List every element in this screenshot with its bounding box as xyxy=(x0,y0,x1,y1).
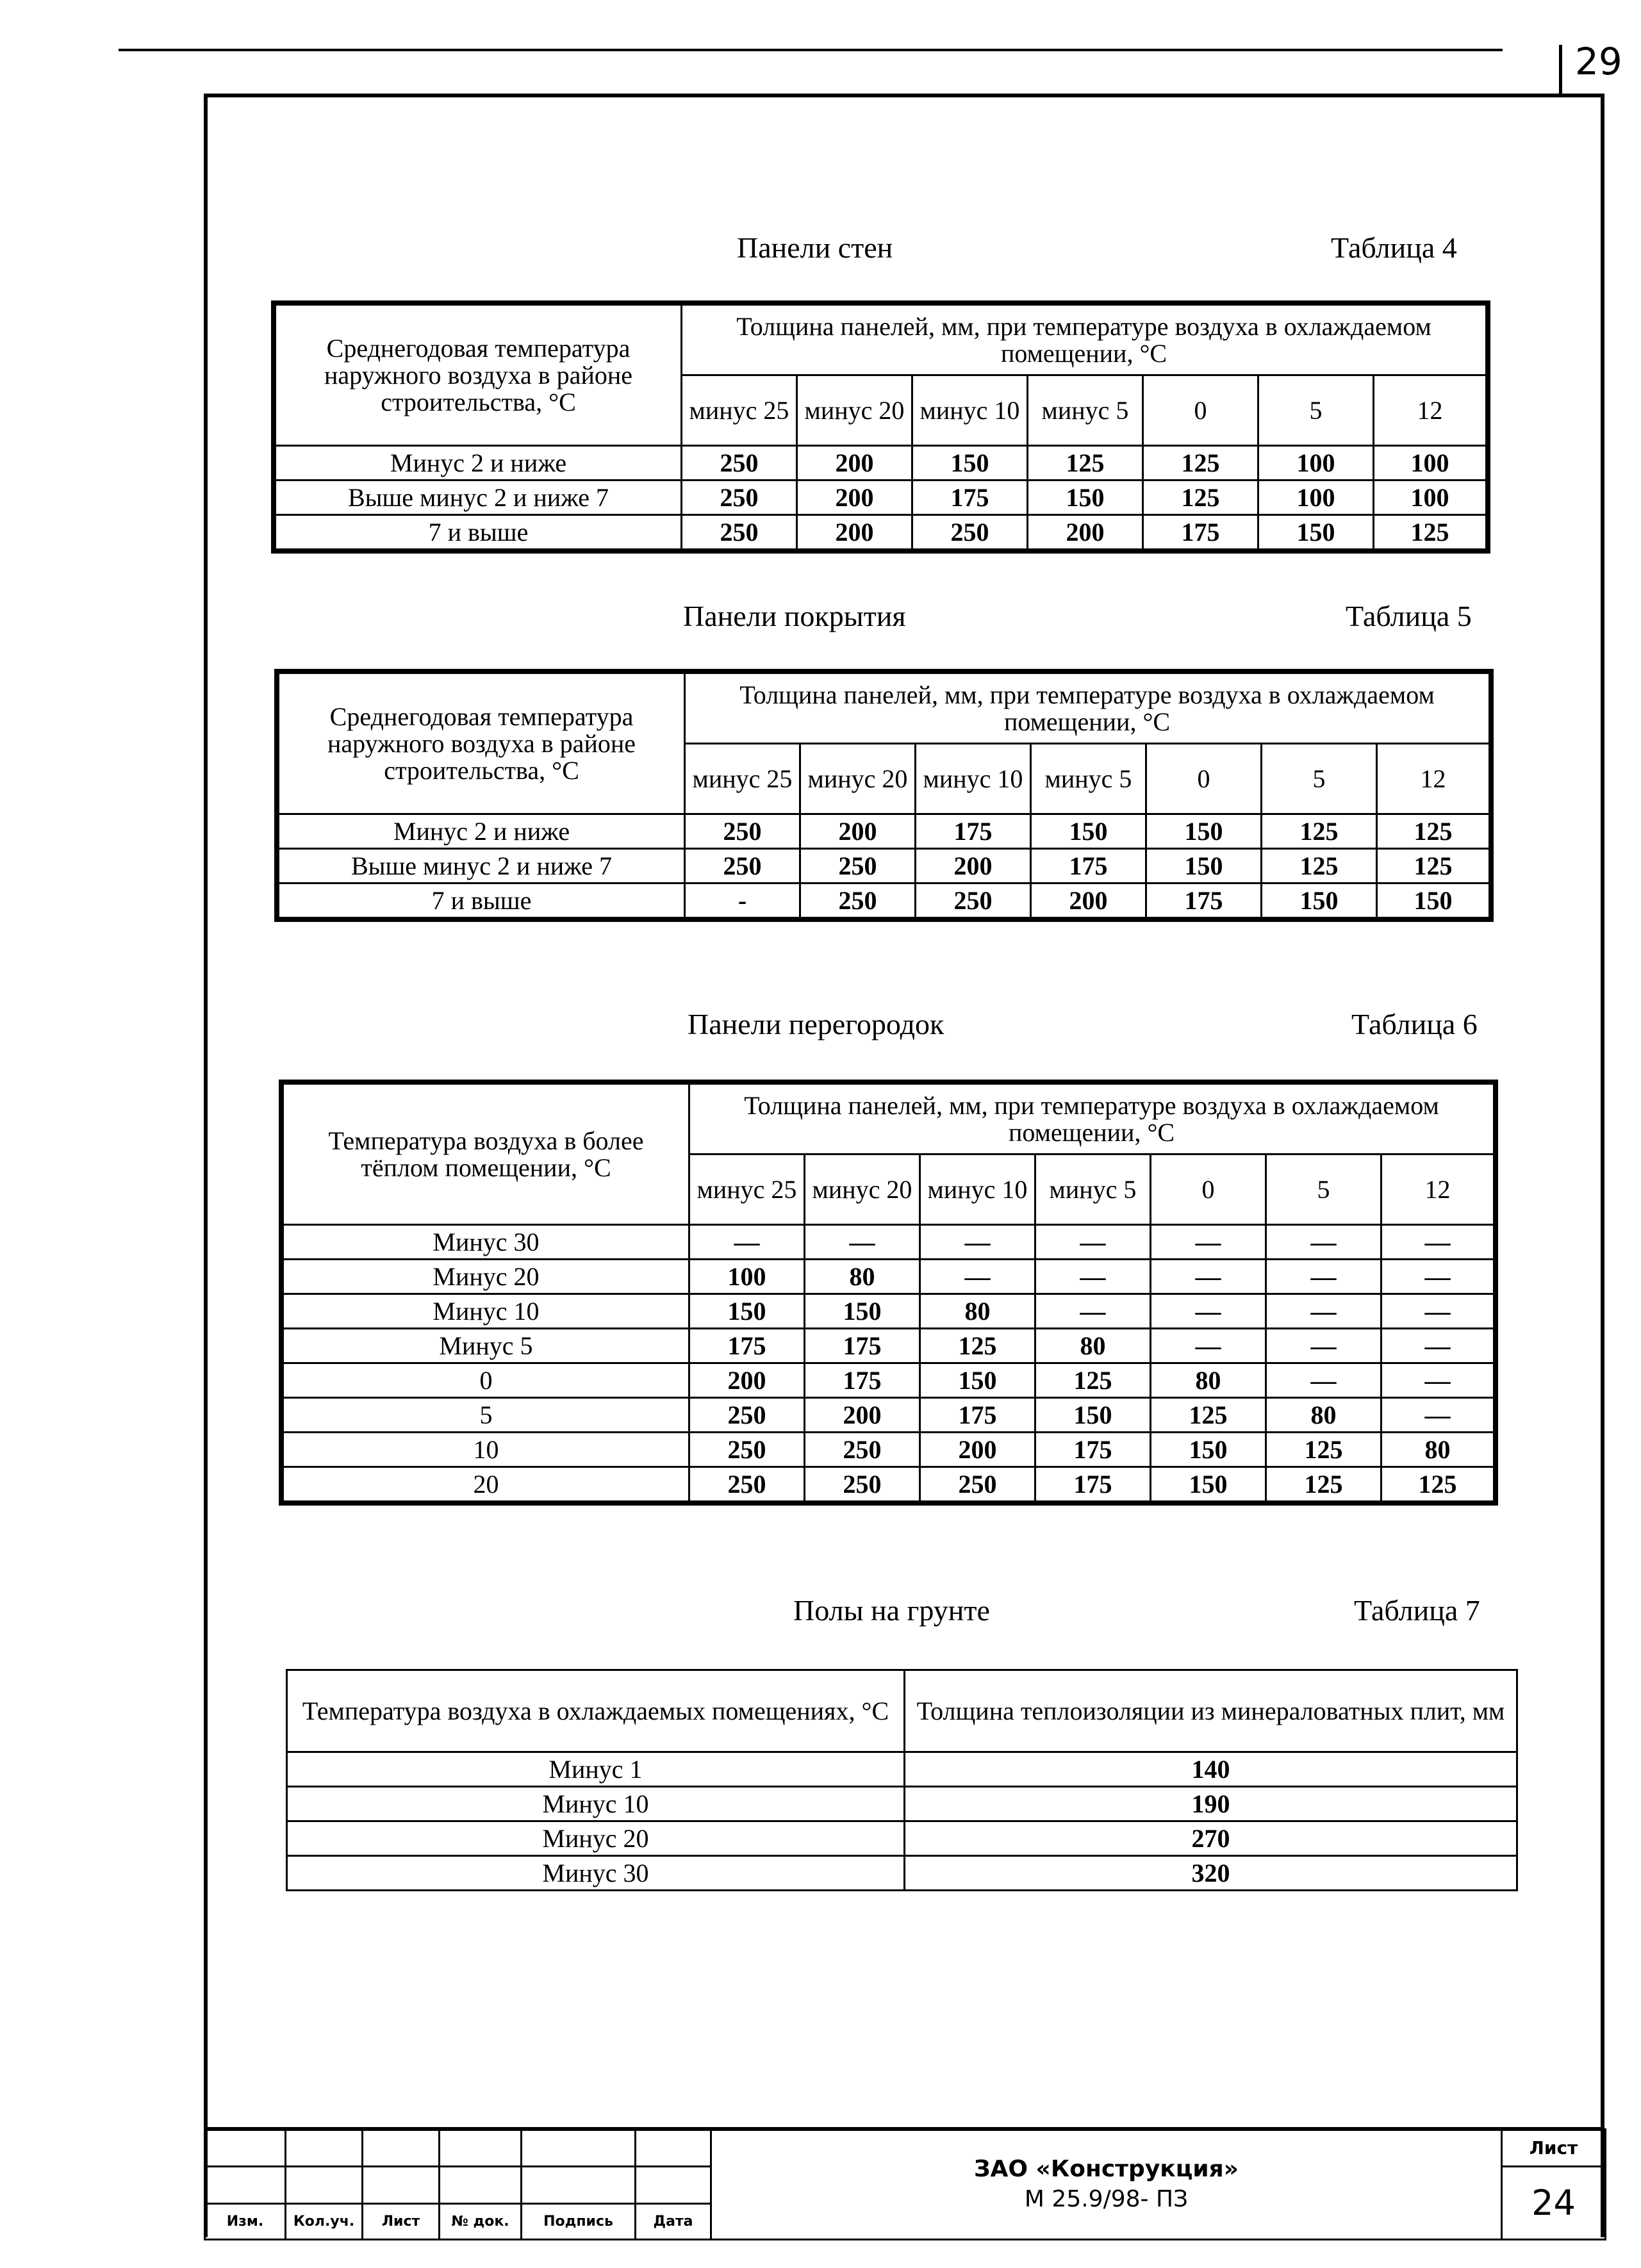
document-code: М 25.9/98- ПЗ xyxy=(1024,2185,1189,2212)
cell-value: 150 xyxy=(1377,883,1490,918)
cell-value: 80 xyxy=(920,1294,1035,1329)
table5-col-header: 0 xyxy=(1146,744,1262,814)
cell-value: — xyxy=(805,1225,920,1260)
cell-value: — xyxy=(1381,1363,1494,1398)
cell-value: 125 xyxy=(1377,849,1490,883)
cell-value: 150 xyxy=(920,1363,1035,1398)
table4 xyxy=(274,304,1487,550)
stamp-cell xyxy=(522,2130,636,2167)
cell-value: — xyxy=(1381,1294,1494,1329)
cell-value: 80 xyxy=(1266,1398,1381,1433)
stamp-label-date: Дата xyxy=(636,2204,711,2240)
cell-value: 175 xyxy=(805,1329,920,1363)
cell-value: 150 xyxy=(912,446,1028,481)
table5-title: Панели покрытия xyxy=(683,600,906,632)
table-row xyxy=(287,1821,1517,1856)
row-label: Минус 30 xyxy=(287,1856,905,1891)
table5-row-header: Среднегодовая температура наружного воздуха в районе строительства, °С xyxy=(279,673,685,814)
cell-value: 250 xyxy=(685,814,800,849)
stamp-label-signature: Подпись xyxy=(522,2204,636,2240)
cell-value: 250 xyxy=(682,446,797,481)
table5-label: Таблица 5 xyxy=(1346,600,1472,632)
table7-col1-header: Температура воздуха в охлаждаемых помещениях, °С xyxy=(287,1670,905,1752)
table5 xyxy=(277,672,1490,919)
table-row xyxy=(276,515,1487,550)
cell-value: 250 xyxy=(682,515,797,550)
table6-row-header: Температура воздуха в более тёплом помещении, °С xyxy=(283,1084,689,1225)
cell-value: 250 xyxy=(805,1433,920,1467)
cell-value: 250 xyxy=(689,1398,805,1433)
table4-col-header: 5 xyxy=(1258,375,1374,446)
page-number-tick xyxy=(1559,45,1562,94)
cell-value: 200 xyxy=(805,1398,920,1433)
stamp-main xyxy=(711,2130,1502,2240)
table-row xyxy=(287,1856,1517,1891)
table5-group-header: Толщина панелей, мм, при температуре воздуха в охлаждаемом помещении, °С xyxy=(685,673,1490,744)
cell-value: 175 xyxy=(916,814,1031,849)
table5-col-header: 5 xyxy=(1262,744,1377,814)
cell-value: 150 xyxy=(1151,1467,1266,1502)
table6 xyxy=(282,1083,1495,1502)
table7-label: Таблица 7 xyxy=(1354,1594,1480,1627)
stamp-label-rev: Изм. xyxy=(205,2204,286,2240)
table5-col-header: минус 10 xyxy=(916,744,1031,814)
stamp-cell xyxy=(363,2130,440,2167)
frame-right xyxy=(1601,94,1604,2237)
cell-value: 150 xyxy=(1258,515,1374,550)
cell-value: - xyxy=(685,883,800,918)
cell-value: — xyxy=(1266,1260,1381,1294)
table6-col-header: минус 10 xyxy=(920,1155,1035,1225)
cell-value: 100 xyxy=(1258,481,1374,515)
cell-value: 200 xyxy=(800,814,916,849)
row-label: Минус 20 xyxy=(287,1821,905,1856)
table6-col-header: 5 xyxy=(1266,1155,1381,1225)
cell-value: 200 xyxy=(1028,515,1143,550)
cell-value: 125 xyxy=(1266,1433,1381,1467)
cell-value: 250 xyxy=(912,515,1028,550)
row-label: 7 и выше xyxy=(279,883,685,918)
cell-value: 125 xyxy=(1035,1363,1151,1398)
cell-value: 125 xyxy=(920,1329,1035,1363)
table4-col-header: 0 xyxy=(1143,375,1258,446)
cell-value: 150 xyxy=(1146,814,1262,849)
cell-value: 125 xyxy=(1381,1467,1494,1502)
cell-value: 175 xyxy=(920,1398,1035,1433)
cell-value: 125 xyxy=(1262,814,1377,849)
row-label: Минус 2 и ниже xyxy=(279,814,685,849)
cell-value: 200 xyxy=(920,1433,1035,1467)
cell-value: 100 xyxy=(1258,446,1374,481)
table5-col-header: минус 25 xyxy=(685,744,800,814)
table-row xyxy=(279,849,1490,883)
stamp-label-sheet: Лист xyxy=(363,2204,440,2240)
cell-value: 150 xyxy=(805,1294,920,1329)
cell-value: — xyxy=(1266,1363,1381,1398)
table4-label: Таблица 4 xyxy=(1331,231,1457,264)
cell-value: — xyxy=(1266,1294,1381,1329)
row-label: Выше минус 2 и ниже 7 xyxy=(279,849,685,883)
row-label: Минус 30 xyxy=(283,1225,689,1260)
table6-col-header: минус 25 xyxy=(689,1155,805,1225)
row-label: 20 xyxy=(283,1467,689,1502)
cell-value: 250 xyxy=(682,481,797,515)
table4-col-header: минус 25 xyxy=(682,375,797,446)
table6-col-header: 0 xyxy=(1151,1155,1266,1225)
stamp-cell xyxy=(440,2167,522,2204)
table4-col-header: минус 10 xyxy=(912,375,1028,446)
cell-value: 150 xyxy=(1146,849,1262,883)
cell-value: — xyxy=(1266,1225,1381,1260)
cell-value: — xyxy=(1035,1225,1151,1260)
frame-top xyxy=(204,94,1604,97)
cell-value: 190 xyxy=(905,1787,1517,1821)
cell-value: — xyxy=(920,1225,1035,1260)
table-row xyxy=(283,1294,1494,1329)
cell-value: 200 xyxy=(916,849,1031,883)
table-row xyxy=(283,1433,1494,1467)
cell-value: 250 xyxy=(689,1433,805,1467)
row-label: Минус 1 xyxy=(287,1752,905,1787)
cell-value: 175 xyxy=(1035,1467,1151,1502)
cell-value: 250 xyxy=(685,849,800,883)
table-row xyxy=(276,446,1487,481)
stamp-cell xyxy=(205,2167,286,2204)
cell-value: 200 xyxy=(689,1363,805,1398)
row-label: Минус 10 xyxy=(283,1294,689,1329)
cell-value: 150 xyxy=(1035,1398,1151,1433)
row-label: Минус 20 xyxy=(283,1260,689,1294)
table6-col-header: минус 5 xyxy=(1035,1155,1151,1225)
cell-value: — xyxy=(1035,1294,1151,1329)
cell-value: 200 xyxy=(797,446,912,481)
sheet-number: 24 xyxy=(1502,2167,1606,2240)
cell-value: 125 xyxy=(1266,1467,1381,1502)
cell-value: 150 xyxy=(1151,1433,1266,1467)
frame-left xyxy=(204,94,208,2237)
table-row xyxy=(283,1363,1494,1398)
top-rule xyxy=(119,49,1503,51)
cell-value: 100 xyxy=(689,1260,805,1294)
cell-value: 250 xyxy=(800,849,916,883)
title-block xyxy=(204,2128,1606,2240)
cell-value: — xyxy=(1151,1329,1266,1363)
stamp-cell xyxy=(205,2130,286,2167)
table-row xyxy=(283,1329,1494,1363)
cell-value: 125 xyxy=(1262,849,1377,883)
page-number-top: 29 xyxy=(1575,40,1622,83)
cell-value: 125 xyxy=(1143,446,1258,481)
cell-value: — xyxy=(1151,1225,1266,1260)
stamp-cell xyxy=(636,2167,711,2204)
cell-value: 150 xyxy=(1031,814,1146,849)
cell-value: 125 xyxy=(1143,481,1258,515)
table6-group-header: Толщина панелей, мм, при температуре воздуха в охлаждаемом помещении, °С xyxy=(689,1084,1494,1155)
cell-value: 250 xyxy=(689,1467,805,1502)
cell-value: 125 xyxy=(1374,515,1487,550)
table7 xyxy=(286,1669,1518,1891)
cell-value: 80 xyxy=(1151,1363,1266,1398)
cell-value: 140 xyxy=(905,1752,1517,1787)
table-row xyxy=(283,1398,1494,1433)
cell-value: — xyxy=(1266,1329,1381,1363)
stamp-cell xyxy=(363,2167,440,2204)
table4-title: Панели стен xyxy=(737,231,893,264)
table-row xyxy=(283,1260,1494,1294)
row-label: 0 xyxy=(283,1363,689,1398)
cell-value: — xyxy=(1381,1329,1494,1363)
table6-col-header: 12 xyxy=(1381,1155,1494,1225)
row-label: 7 и выше xyxy=(276,515,682,550)
table5-col-header: минус 20 xyxy=(800,744,916,814)
cell-value: — xyxy=(1035,1260,1151,1294)
cell-value: 150 xyxy=(1262,883,1377,918)
cell-value: — xyxy=(1381,1398,1494,1433)
row-label: 5 xyxy=(283,1398,689,1433)
table7-title: Полы на грунте xyxy=(793,1594,990,1627)
cell-value: — xyxy=(920,1260,1035,1294)
cell-value: 175 xyxy=(1143,515,1258,550)
cell-value: 175 xyxy=(912,481,1028,515)
table-row xyxy=(283,1225,1494,1260)
table-row xyxy=(283,1467,1494,1502)
cell-value: — xyxy=(689,1225,805,1260)
cell-value: 175 xyxy=(689,1329,805,1363)
cell-value: 200 xyxy=(797,515,912,550)
table-row xyxy=(279,814,1490,849)
row-label: Минус 2 и ниже xyxy=(276,446,682,481)
cell-value: 250 xyxy=(916,883,1031,918)
table5-col-header: 12 xyxy=(1377,744,1490,814)
stamp-cell xyxy=(522,2167,636,2204)
cell-value: 200 xyxy=(1031,883,1146,918)
cell-value: — xyxy=(1381,1260,1494,1294)
table5-col-header: минус 5 xyxy=(1031,744,1146,814)
cell-value: 125 xyxy=(1028,446,1143,481)
cell-value: 270 xyxy=(905,1821,1517,1856)
table-row xyxy=(287,1787,1517,1821)
cell-value: 80 xyxy=(1381,1433,1494,1467)
cell-value: 150 xyxy=(689,1294,805,1329)
stamp-label-docno: № док. xyxy=(440,2204,522,2240)
cell-value: 175 xyxy=(1146,883,1262,918)
cell-value: 125 xyxy=(1151,1398,1266,1433)
cell-value: 175 xyxy=(1031,849,1146,883)
table4-row-header: Среднегодовая температура наружного воздуха в районе строительства, °С xyxy=(276,305,682,446)
cell-value: 250 xyxy=(805,1467,920,1502)
cell-value: 100 xyxy=(1374,446,1487,481)
cell-value: 250 xyxy=(800,883,916,918)
cell-value: — xyxy=(1151,1294,1266,1329)
stamp-cell xyxy=(440,2130,522,2167)
table-row xyxy=(276,481,1487,515)
cell-value: 175 xyxy=(805,1363,920,1398)
cell-value: 125 xyxy=(1377,814,1490,849)
cell-value: — xyxy=(1381,1225,1494,1260)
cell-value: 100 xyxy=(1374,481,1487,515)
table6-label: Таблица 6 xyxy=(1351,1008,1478,1040)
table7-col2-header: Толщина теплоизоляции из минераловатных плит, мм xyxy=(905,1670,1517,1752)
stamp-label-qty: Кол.уч. xyxy=(286,2204,363,2240)
stamp-cell xyxy=(286,2130,363,2167)
table4-col-header: минус 5 xyxy=(1028,375,1143,446)
cell-value: 80 xyxy=(1035,1329,1151,1363)
stamp-cell xyxy=(286,2167,363,2204)
cell-value: — xyxy=(1151,1260,1266,1294)
row-label: Минус 5 xyxy=(283,1329,689,1363)
cell-value: 250 xyxy=(920,1467,1035,1502)
cell-value: 200 xyxy=(797,481,912,515)
organization-name: ЗАО «Конструкция» xyxy=(973,2155,1239,2182)
row-label: Минус 10 xyxy=(287,1787,905,1821)
cell-value: 175 xyxy=(1035,1433,1151,1467)
table4-group-header: Толщина панелей, мм, при температуре воздуха в охлаждаемом помещении, °С xyxy=(682,305,1487,375)
stamp-cell xyxy=(636,2130,711,2167)
cell-value: 320 xyxy=(905,1856,1517,1891)
row-label: 10 xyxy=(283,1433,689,1467)
table-row xyxy=(287,1752,1517,1787)
table4-col-header: 12 xyxy=(1374,375,1487,446)
table-row xyxy=(279,883,1490,918)
sheet-label: Лист xyxy=(1502,2130,1606,2167)
table4-col-header: минус 20 xyxy=(797,375,912,446)
cell-value: 80 xyxy=(805,1260,920,1294)
cell-value: 150 xyxy=(1028,481,1143,515)
table6-col-header: минус 20 xyxy=(805,1155,920,1225)
row-label: Выше минус 2 и ниже 7 xyxy=(276,481,682,515)
table6-title: Панели перегородок xyxy=(688,1008,944,1040)
